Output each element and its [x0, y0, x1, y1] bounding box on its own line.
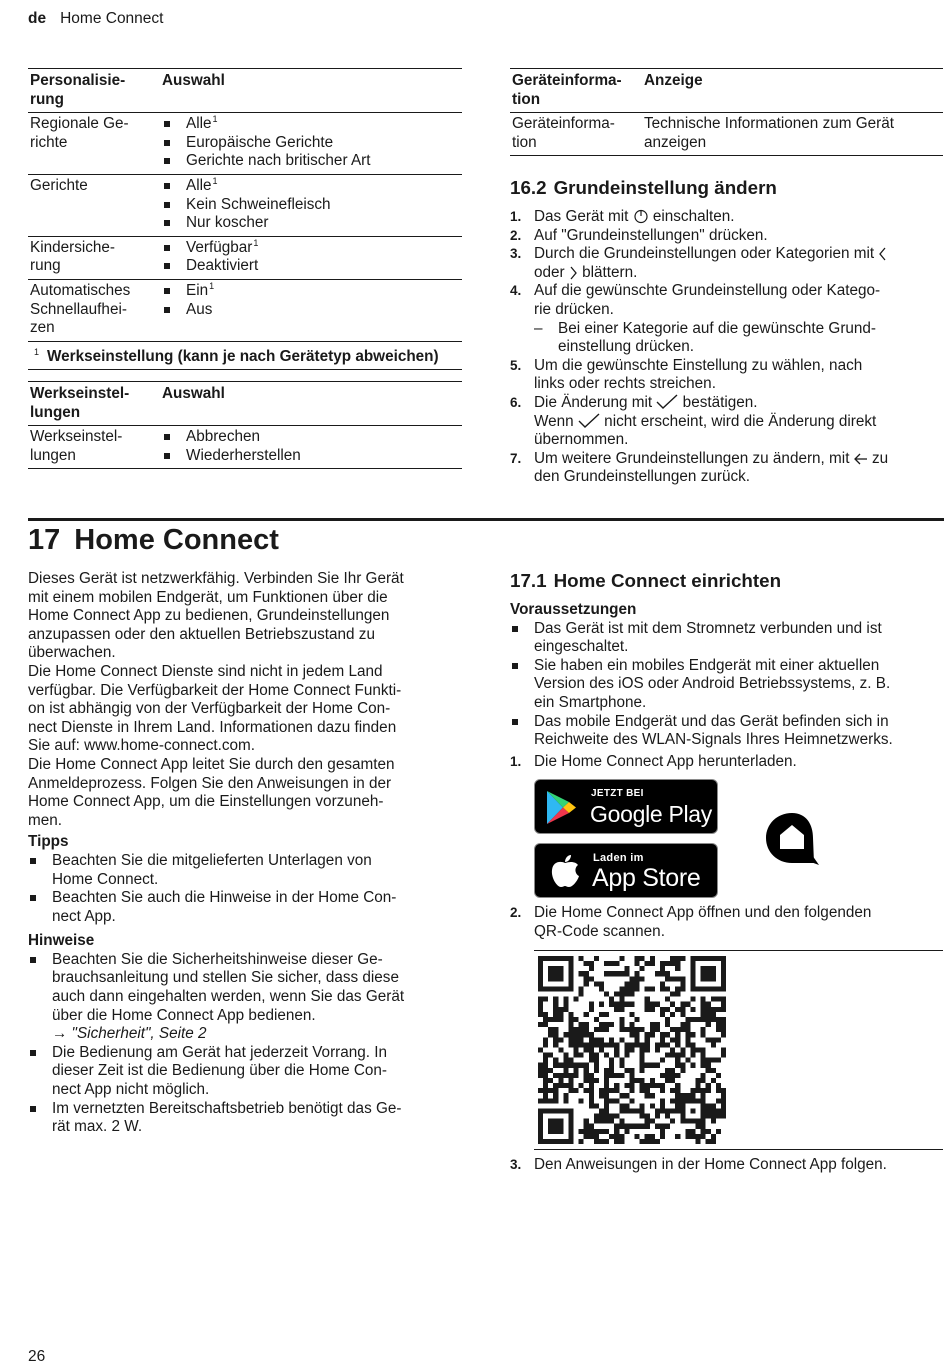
step-4: 4. Auf die gewünschte Grundeinstellung oder Katego- rie drücken. – Bei einer Kategorie auf die gewünschte Grund- einstellung drücken.: [510, 282, 944, 356]
werkseinstellungen-table: [28, 381, 462, 469]
google-play-small-text: JETZT BEI: [591, 788, 644, 799]
option-item: Kein Schweinefleisch: [162, 196, 462, 215]
checkmark-icon: [656, 394, 678, 410]
row-options: [160, 279, 462, 341]
google-play-badge[interactable]: [534, 779, 718, 834]
notes-heading: Hinweise: [28, 932, 95, 950]
app-store-small-text: Laden im: [593, 852, 644, 864]
row-options: [160, 236, 462, 279]
qr-code: [538, 956, 726, 1144]
list-item: Das Gerät ist mit dem Stromnetz verbunden und ist eingeschaltet.: [510, 620, 944, 657]
header-section: Home Connect: [60, 10, 164, 27]
intro-paragraph-3: Die Home Connect App leitet Sie durch den gesamten Anmeldeprozess. Folgen Sie den Anweisungen in der Home Connect App, um die Einstellungen vorzuneh- men.: [28, 755, 395, 829]
step-1: 1. Die Home Connect App herunterladen.: [510, 752, 797, 770]
option-item: Aus: [162, 301, 462, 320]
table-header-col1: Geräteinforma- tion: [512, 72, 622, 108]
option-item: Europäische Gerichte: [162, 134, 462, 153]
page-number: 26: [28, 1348, 46, 1365]
chapter-17-body: [28, 570, 468, 1137]
app-store-big-text: App Store: [592, 864, 701, 892]
table-row: [28, 236, 462, 279]
step-2: 2. Auf "Grundeinstellungen" drücken.: [510, 226, 768, 244]
chevron-right-icon: [569, 266, 578, 280]
table-row: [28, 113, 462, 175]
table-header-col2: Anzeige: [644, 72, 703, 89]
list-item: Im vernetzten Bereitschaftsbetrieb benötigt das Ge- rät max. 2 W.: [28, 1100, 468, 1137]
list-item: Die Bedienung am Gerät hat jederzeit Vorrang. In dieser Zeit ist die Bedienung über die Home Con- nect App nicht möglich.: [28, 1044, 468, 1100]
row-options: [160, 113, 462, 175]
row-label: Werkseinstel- lungen: [30, 428, 123, 464]
step-4-substep: – Bei einer Kategorie auf die gewünschte Grund- einstellung drücken.: [534, 320, 944, 357]
notes-list: [28, 951, 468, 1137]
step-7: 7. Um weitere Grundeinstellungen zu ändern, mit zu den Grundeinstellungen zurück.: [510, 449, 889, 486]
prereq-heading: Voraussetzungen: [510, 601, 637, 618]
geraeteinformation-table: [510, 68, 943, 156]
step-5: 5. Um die gewünschte Einstellung zu wählen, nach links oder rechts streichen.: [510, 356, 863, 393]
prereq-list: [510, 620, 944, 750]
qr-bottom-rule: [534, 1149, 943, 1150]
steps-17-1-end: [510, 1156, 944, 1175]
option-item: Nur koscher: [162, 214, 462, 233]
table-header-col2: Auswahl: [162, 385, 225, 402]
step-3: 3. Durch die Grundeinstellungen oder Kategorien mit oder blättern.: [510, 245, 944, 282]
option-item: Verfügbar$^1$: [162, 239, 462, 258]
row-label: Kindersiche- rung: [30, 238, 116, 275]
list-item: Das mobile Endgerät und das Gerät befinden sich in Reichweite des WLAN-Signals Ihres Heimnetzwerks.: [510, 713, 944, 750]
row-value: Technische Informationen zum Gerät anzeigen: [644, 115, 894, 151]
table-header-col1: Personalisie- rung: [30, 72, 126, 108]
list-item: Sie haben ein mobiles Endgerät mit einer aktuellen Version des iOS oder Android Betriebssystems, z. B. ein Smartphone.: [510, 657, 944, 713]
google-play-icon: [545, 790, 577, 825]
option-item: Ein$^1$: [162, 282, 462, 301]
app-store-badge[interactable]: [534, 843, 718, 898]
option-item: Deaktiviert: [162, 257, 462, 276]
table-row: [28, 174, 462, 236]
chapter-heading-17: 17 Home Connect: [28, 524, 279, 556]
apple-icon: [549, 853, 581, 889]
language-code: de: [28, 10, 47, 27]
steps-16-2: [510, 208, 944, 487]
option-item: Alle$^1$: [162, 177, 462, 196]
footnote-rule: [28, 369, 462, 370]
list-item: Beachten Sie auch die Hinweise in der Home Con- nect App.: [28, 889, 468, 926]
intro-paragraph-1: Dieses Gerät ist netzwerkfähig. Verbinden Sie Ihr Gerät mit einem mobilen Endgerät, um Funktionen über die Home Connect App zu bedienen, Grundeinstellungen anzupassen oder den aktuellen Betriebszustand zu überwachen.: [28, 570, 404, 662]
row-options: [160, 174, 462, 236]
section-heading-17-1: 17.1 Home Connect einrichten: [510, 570, 782, 591]
table-footnote: $^1$ Werkseinstellung (kann je nach Gerätetyp abweichen): [34, 347, 439, 365]
step-3: 3. Den Anweisungen in der Home Connect App folgen.: [510, 1156, 887, 1173]
step-2: 2. Die Home Connect App öffnen und den folgenden QR-Code scannen.: [510, 904, 872, 940]
table-row: [28, 279, 462, 341]
row-label: Regionale Ge- richte: [30, 115, 129, 151]
cross-reference[interactable]: → "Sicherheit", Seite 2: [52, 1025, 207, 1043]
back-arrow-icon: [854, 452, 868, 466]
chapter-rule: [28, 518, 944, 521]
tips-list: [28, 852, 468, 926]
option-item: Alle$^1$: [162, 115, 462, 134]
table-header-col1: Werkseinstel- lungen: [30, 385, 130, 421]
step-1: 1. Das Gerät mit einschalten.: [510, 208, 735, 225]
personalisierung-table: [28, 68, 462, 342]
section-17-1-body: [510, 601, 944, 771]
steps-17-1-cont: [510, 904, 944, 941]
checkmark-icon: [578, 413, 600, 429]
list-item: Beachten Sie die mitgelieferten Unterlagen von Home Connect.: [28, 852, 468, 889]
qr-top-rule: [534, 950, 943, 951]
running-header: [28, 10, 163, 29]
row-label: Geräteinforma- tion: [512, 115, 615, 151]
google-play-big-text: Google Play: [590, 801, 712, 827]
power-icon: [633, 208, 649, 224]
home-connect-logo-icon: [764, 811, 822, 867]
chevron-left-icon: [878, 247, 887, 261]
row-label: Automatisches Schnellaufhei- zen: [30, 281, 131, 337]
table-row: [28, 426, 462, 469]
list-item: Beachten Sie die Sicherheitshinweise dieser Ge- brauchsanleitung und stellen Sie sicher, dass diese auch dann eingehalten werden, wenn Sie das Gerät über die Home Connect App bedienen. → "Sicherheit", Seite 2: [28, 951, 468, 1044]
table-header-col2: Auswahl: [162, 72, 225, 89]
option-item: Abbrechen: [162, 428, 462, 447]
row-options: [160, 426, 462, 469]
option-item: Gerichte nach britischer Art: [162, 152, 462, 171]
row-label: Gerichte: [30, 176, 88, 194]
steps-17-1: [510, 753, 944, 772]
table-row: [510, 113, 943, 156]
option-item: Wiederherstellen: [162, 447, 462, 466]
tips-heading: Tipps: [28, 833, 69, 851]
step-6: 6. Die Änderung mit bestätigen. Wenn nicht erscheint, wird die Änderung direkt übernommen.: [510, 393, 877, 449]
intro-paragraph-2: Die Home Connect Dienste sind nicht in jedem Land verfügbar. Die Verfügbarkeit der Home Connect Funkti- on ist abhängig von der Verfügbarkeit der Home Con- nect Dienste in Ihrem Land. Informationen dazu finden Sie auf: www.home-connect.com.: [28, 662, 402, 755]
section-heading-16-2: 16.2 Grundeinstellung ändern: [510, 177, 777, 198]
